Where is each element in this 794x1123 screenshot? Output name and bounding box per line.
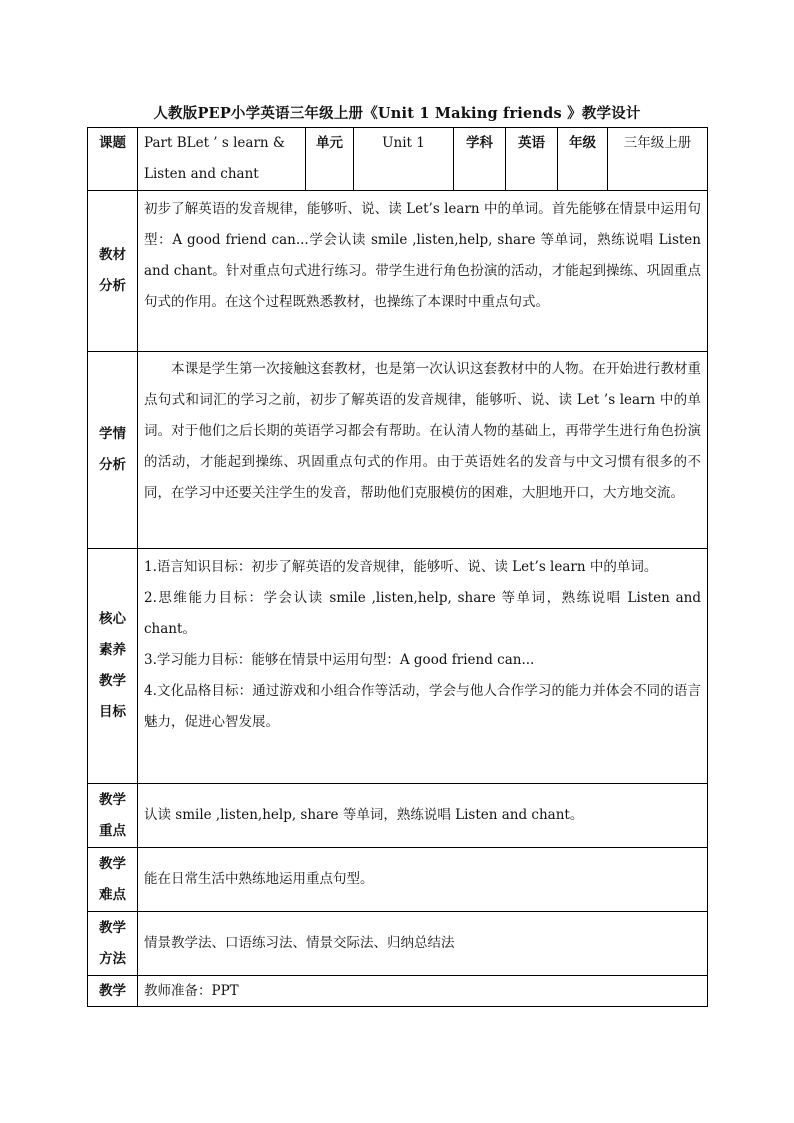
subject-label: 学科 bbox=[454, 128, 506, 191]
student-analysis-row bbox=[88, 352, 708, 549]
unit-label: 单元 bbox=[306, 128, 354, 191]
material-analysis-text: 初步了解英语的发音规律，能够听、说、读 Let’s learn 中的单词。首先能够在情景中运用句型：A good friend can...学会认读 smile ,listen,help, share 等单词，熟练说唱 Listen and chant。针对重点句式进行练习。带学生进行角色扮演的活动，才能起到操练、巩固重点句式的作用。在这个过程既熟悉教材，也操练了本课时中重点句式。 bbox=[138, 191, 708, 352]
core-goals-label: 核心 素养 教学 目标 bbox=[88, 549, 138, 784]
preparation-row bbox=[88, 976, 708, 1007]
unit-value: Unit 1 bbox=[354, 128, 454, 191]
methods-text: 情景教学法、口语练习法、情景交际法、归纳总结法 bbox=[138, 912, 708, 976]
core-goals-row bbox=[88, 549, 708, 784]
student-analysis-label: 学情 分析 bbox=[88, 352, 138, 549]
difficulties-text: 能在日常生活中熟练地运用重点句型。 bbox=[138, 848, 708, 912]
goal-language: 1.语言知识目标：初步了解英语的发音规律，能够听、说、读 Let’s learn 中的单词。 bbox=[144, 559, 658, 575]
methods-row bbox=[88, 912, 708, 976]
student-analysis-text: 本课是学生第一次接触这套教材，也是第一次认识这套教材中的人物。在开始进行教材重点句式和词汇的学习之前，初步了解英语的发音规律，能够听、说、读 Let ’s learn 中的单词。对于他们之后长期的英语学习都会有帮助。在认清人物的基础上，再带学生进行角色扮演的活动，才能起到操练、巩固重点句式的作用。由于英语姓名的发音与中文习惯有很多的不同，在学习中还要关注学生的发音，帮助他们克服模仿的困难，大胆地开口，大方地交流。 bbox=[138, 352, 708, 549]
grade-label: 年级 bbox=[558, 128, 608, 191]
key-points-text: 认读 smile ,listen,help, share 等单词，熟练说唱 Listen and chant。 bbox=[138, 784, 708, 848]
core-goals-text bbox=[138, 549, 708, 784]
difficulties-label: 教学 难点 bbox=[88, 848, 138, 912]
goal-thinking: 2.思维能力目标：学会认读 smile ,listen,help, share 等单词，熟练说唱 Listen and chant。 bbox=[144, 590, 701, 637]
preparation-label: 教学 bbox=[88, 976, 138, 1007]
key-points-row bbox=[88, 784, 708, 848]
material-analysis-row bbox=[88, 191, 708, 352]
grade-value: 三年级上册 bbox=[608, 128, 708, 191]
topic-value bbox=[138, 128, 306, 191]
topic-value-line1: Part BLet ’ s learn & bbox=[144, 135, 285, 151]
key-points-label: 教学 重点 bbox=[88, 784, 138, 848]
document-title: 人教版PEP小学英语三年级上册《Unit 1 Making friends 》教学设计 bbox=[153, 105, 641, 122]
preparation-text: 教师准备：PPT bbox=[138, 976, 708, 1007]
goal-culture: 4.文化品格目标：通过游戏和小组合作等活动，学会与他人合作学习的能力并体会不同的语言魅力，促进心智发展。 bbox=[144, 683, 701, 730]
topic-label: 课题 bbox=[88, 128, 138, 191]
topic-value-line2: Listen and chant bbox=[144, 166, 259, 182]
header-row bbox=[88, 128, 708, 191]
subject-value: 英语 bbox=[506, 128, 558, 191]
lesson-plan-table bbox=[87, 127, 708, 1007]
methods-label: 教学 方法 bbox=[88, 912, 138, 976]
material-analysis-label: 教材 分析 bbox=[88, 191, 138, 352]
difficulties-row bbox=[88, 848, 708, 912]
goal-learning: 3.学习能力目标：能够在情景中运用句型：A good friend can... bbox=[144, 652, 535, 668]
